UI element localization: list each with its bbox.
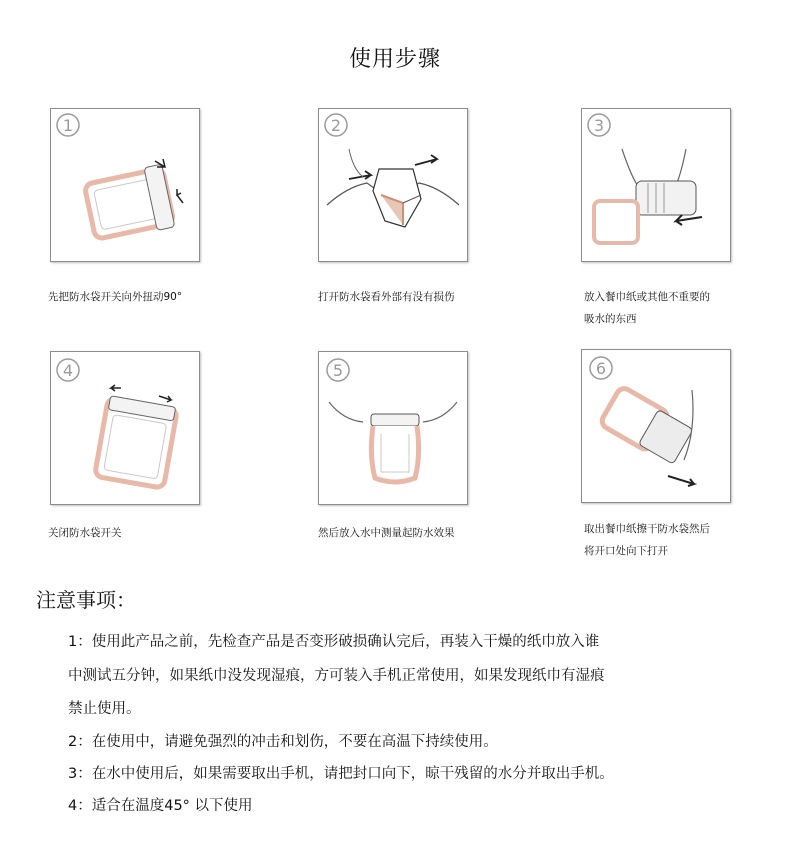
step-6-illustration <box>581 349 731 503</box>
step-number: 2 <box>330 116 342 135</box>
step-4-caption: 关闭防水袋开关 <box>48 527 122 539</box>
note-line: 4：适合在温度45° 以下使用 <box>68 798 253 814</box>
step-3-illustration <box>581 108 731 262</box>
step-4-illustration <box>50 351 200 505</box>
note-line: 禁止使用。 <box>68 701 141 717</box>
notes-title: 注意事项： <box>36 588 136 612</box>
step-5-caption: 然后放入水中测量起防水效果 <box>318 527 455 539</box>
step-3-caption-line1: 放入餐巾纸或其他不重要的 <box>584 291 710 303</box>
note-line: 2：在使用中，请避免强烈的冲击和划伤，不要在高温下持续使用。 <box>68 734 498 750</box>
step-number: 4 <box>62 361 74 380</box>
note-line: 中测试五分钟，如果纸巾没发现湿痕，方可装入手机正常使用，如果发现纸巾有湿痕 <box>68 668 605 684</box>
step-number: 5 <box>332 361 344 380</box>
step-2-caption: 打开防水袋看外部有没有损伤 <box>318 291 455 303</box>
step-number: 6 <box>595 359 607 378</box>
step-5-illustration <box>318 351 468 505</box>
step-1-illustration <box>50 108 200 262</box>
step-3-caption-line2: 吸水的东西 <box>584 313 637 325</box>
step-number: 3 <box>593 116 605 135</box>
note-line: 3：在水中使用后，如果需要取出手机，请把封口向下，晾干残留的水分并取出手机。 <box>68 766 614 782</box>
step-2-illustration <box>318 108 468 262</box>
step-6-caption-line1: 取出餐巾纸擦干防水袋然后 <box>584 523 710 535</box>
step-number: 1 <box>62 116 74 135</box>
note-line: 1：使用此产品之前，先检查产品是否变形破损确认完后，再装入干燥的纸巾放入谁 <box>68 634 600 650</box>
page-title: 使用步骤 <box>348 47 441 72</box>
step-6-caption-line2: 将开口处向下打开 <box>584 545 668 557</box>
step-1-caption: 先把防水袋开关向外扭动90° <box>48 291 183 303</box>
